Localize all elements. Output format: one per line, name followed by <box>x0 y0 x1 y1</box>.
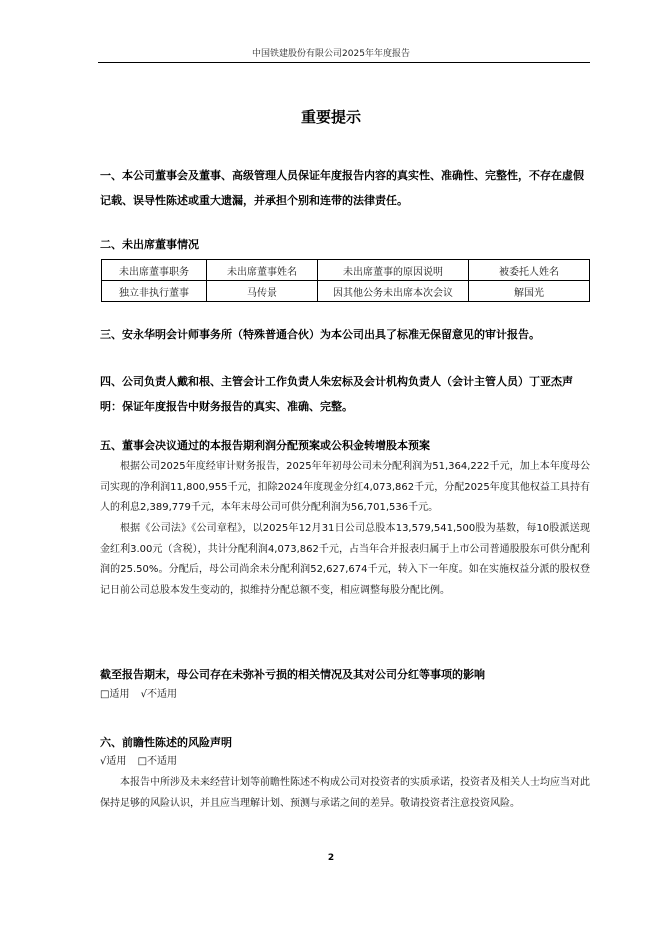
uncovered-loss-heading: 截至报告期末，母公司存在未弥补亏损的相关情况及其对公司分红等事项的影响 <box>100 668 485 681</box>
table-cell: 解国光 <box>469 281 590 302</box>
header-divider <box>98 62 590 63</box>
table-cell: 马传景 <box>207 281 318 302</box>
uncovered-loss-options <box>100 685 185 705</box>
absent-directors-table <box>101 259 590 302</box>
section-6-heading: 六、前瞻性陈述的风险声明 <box>100 736 232 749</box>
section-5-heading: 五、董事会决议通过的本报告期利润分配预案或公积金转增股本预案 <box>100 439 430 452</box>
running-header: 中国铁建股份有限公司2025年年度报告 <box>252 49 410 59</box>
table-header-cell: 被委托人姓名 <box>469 260 590 281</box>
page-title: 重要提示 <box>300 108 361 126</box>
option-applicable: √适用 <box>100 756 127 767</box>
table-cell: 独立非执行董事 <box>102 281 207 302</box>
option-applicable: □适用 <box>100 689 130 700</box>
table-cell: 因其他公务未出席本次会议 <box>318 281 469 302</box>
section-4-responsibility-statement: 四、公司负责人戴和根、主管会计工作负责人朱宏标及会计机构负责人（会计主管人员）丁亚杰声明：保证年度报告中财务报告的真实、准确、完整。 <box>100 375 573 413</box>
section-3-audit-opinion: 三、安永华明会计师事务所（特殊普通合伙）为本公司出具了标准无保留意见的审计报告。 <box>100 328 540 341</box>
page-number: 2 <box>327 853 335 863</box>
table-header-cell: 未出席董事的原因说明 <box>318 260 469 281</box>
section-2-heading: 二、未出席董事情况 <box>100 238 199 251</box>
table-header-cell: 未出席董事职务 <box>102 260 207 281</box>
table-row <box>102 281 590 302</box>
profit-distribution-paragraph-2: 根据《公司法》《公司章程》，以2025年12月31日公司总股本13,579,541,500股为基数，每10股派送现金红利3.00元（含税），共计分配利润4,073,862千元，占当年合并报表归属于上市公司普通股股东可供分配利润的25.50%。分配后，母公司尚余未分配利润52,627,674千元，转入下一年度。如在实施权益分派的股权登记日前公司总股本发生变动的，拟维持分配总额不变，相应调整每股分配比例。 <box>100 523 590 596</box>
table-header-row <box>102 260 590 281</box>
option-not-applicable: □不适用 <box>137 756 178 767</box>
forward-looking-risk-paragraph: 本报告中所涉及未来经营计划等前瞻性陈述不构成公司对投资者的实质承诺，投资者及相关人士均应当对此保持足够的风险认识，并且应当理解计划、预测与承诺之间的差异。敬请投资者注意投资风险。 <box>100 777 590 809</box>
forward-looking-options <box>100 752 185 772</box>
profit-distribution-paragraph-1: 根据公司2025年度经审计财务报告，2025年年初母公司未分配利润为51,364,222千元，加上本年度母公司实现的净利润11,800,955千元，扣除2024年度现金分红4,073,862千元，分配2025年度其他权益工具持有人的利息2,389,779千元，本年末母公司可供分配利润为56,701,536千元。 <box>100 461 590 513</box>
option-not-applicable: √不适用 <box>140 689 178 700</box>
table-header-cell: 未出席董事姓名 <box>207 260 318 281</box>
section-1-statement: 一、本公司董事会及董事、高级管理人员保证年度报告内容的真实性、准确性、完整性，不存在虚假记载、误导性陈述或重大遗漏，并承担个别和连带的法律责任。 <box>100 169 584 207</box>
